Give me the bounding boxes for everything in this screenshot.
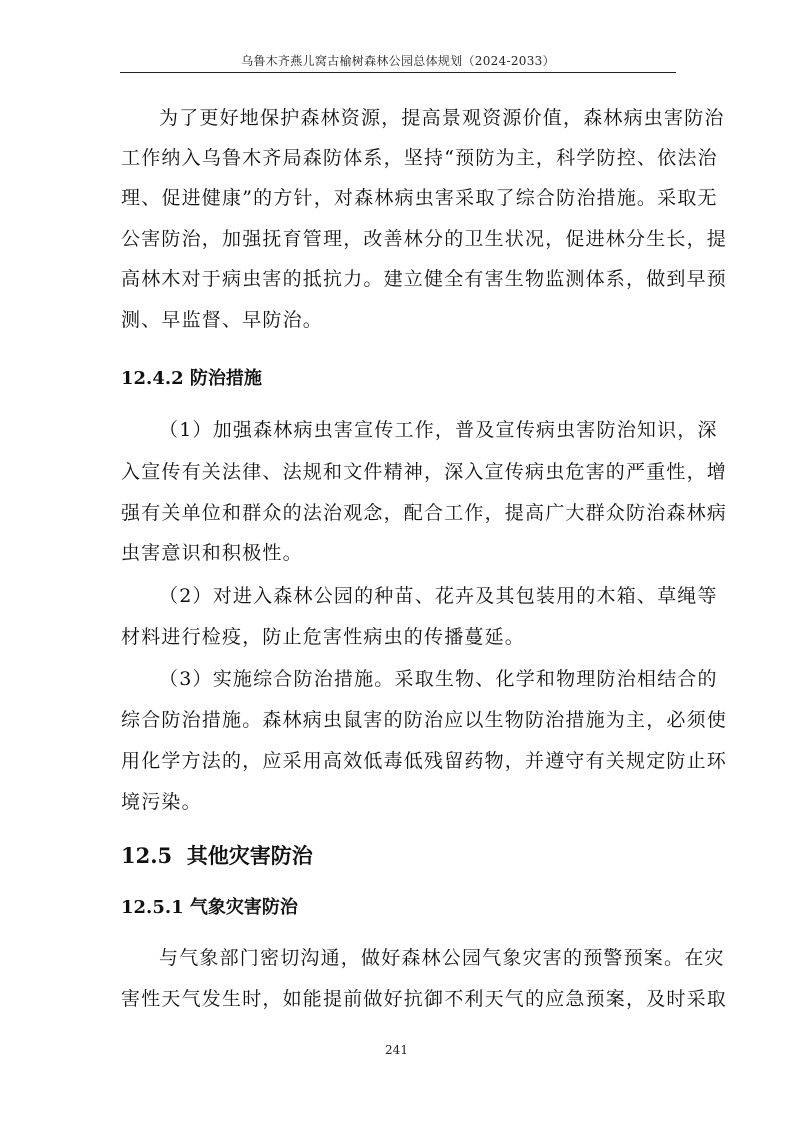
item1-line-2: 入宣传有关法律、法规和文件精神，深入宣传病虫危害的严重性，增 <box>121 461 728 483</box>
para-last-line-1: 与气象部门密切沟通，做好森林公园气象灾害的预警预案。在灾 <box>159 947 725 969</box>
item1-line-4: 虫害意识和积极性。 <box>121 542 303 564</box>
para1-line-3: 理、促进健康”的方针，对森林病虫害采取了综合防治措施。采取无 <box>121 187 718 209</box>
para1-line-6: 测、早监督、早防治。 <box>121 309 324 331</box>
para1-line-2: 工作纳入乌鲁木齐局森防体系，坚持“预防为主，科学防控、依法治 <box>121 147 718 169</box>
item3-line-2: 综合防治措施。森林病虫鼠害的防治应以生物防治措施为主，必须使 <box>121 709 728 731</box>
heading-12-5-1: 12.5.1 气象灾害防治 <box>121 897 298 918</box>
para1-line-5: 高林木对于病虫害的抵抗力。建立健全有害生物监测体系，做到早预 <box>121 268 728 290</box>
item3-line-3: 用化学方法的，应采用高效低毒低残留药物，并遵守有关规定防止环 <box>121 750 728 772</box>
item1-line-3: 强有关单位和群众的法治观念，配合工作，提高广大群众防治森林病 <box>121 502 728 524</box>
heading-12-4-2: 12.4.2 防治措施 <box>121 368 262 389</box>
item2-line-1: （2）对进入森林公园的种苗、花卉及其包装用的木箱、草绳等 <box>159 585 718 607</box>
page-number: 241 <box>385 1043 408 1057</box>
item2-line-2: 材料进行检疫，防止危害性病虫的传播蔓延。 <box>121 626 526 648</box>
running-header: 乌鲁木齐燕儿窝古榆树森林公园总体规划（2024-2033） <box>241 54 555 68</box>
header-rule <box>120 72 676 73</box>
para1-line-4: 公害防治，加强抚育管理，改善林分的卫生状况，促进林分生长，提 <box>121 228 728 250</box>
item1-line-1: （1）加强森林病虫害宣传工作，普及宣传病虫害防治知识，深 <box>159 419 718 441</box>
para-last-line-2: 害性天气发生时，如能提前做好抗御不利天气的应急预案，及时采取 <box>121 988 728 1010</box>
item3-line-1: （3）实施综合防治措施。采取生物、化学和物理防治相结合的 <box>159 668 718 690</box>
item3-line-4: 境污染。 <box>121 791 202 813</box>
heading-12-5: 12.5 其他灾害防治 <box>121 843 313 868</box>
para1-line-1: 为了更好地保护森林资源，提高景观资源价值，森林病虫害防治 <box>159 107 725 129</box>
